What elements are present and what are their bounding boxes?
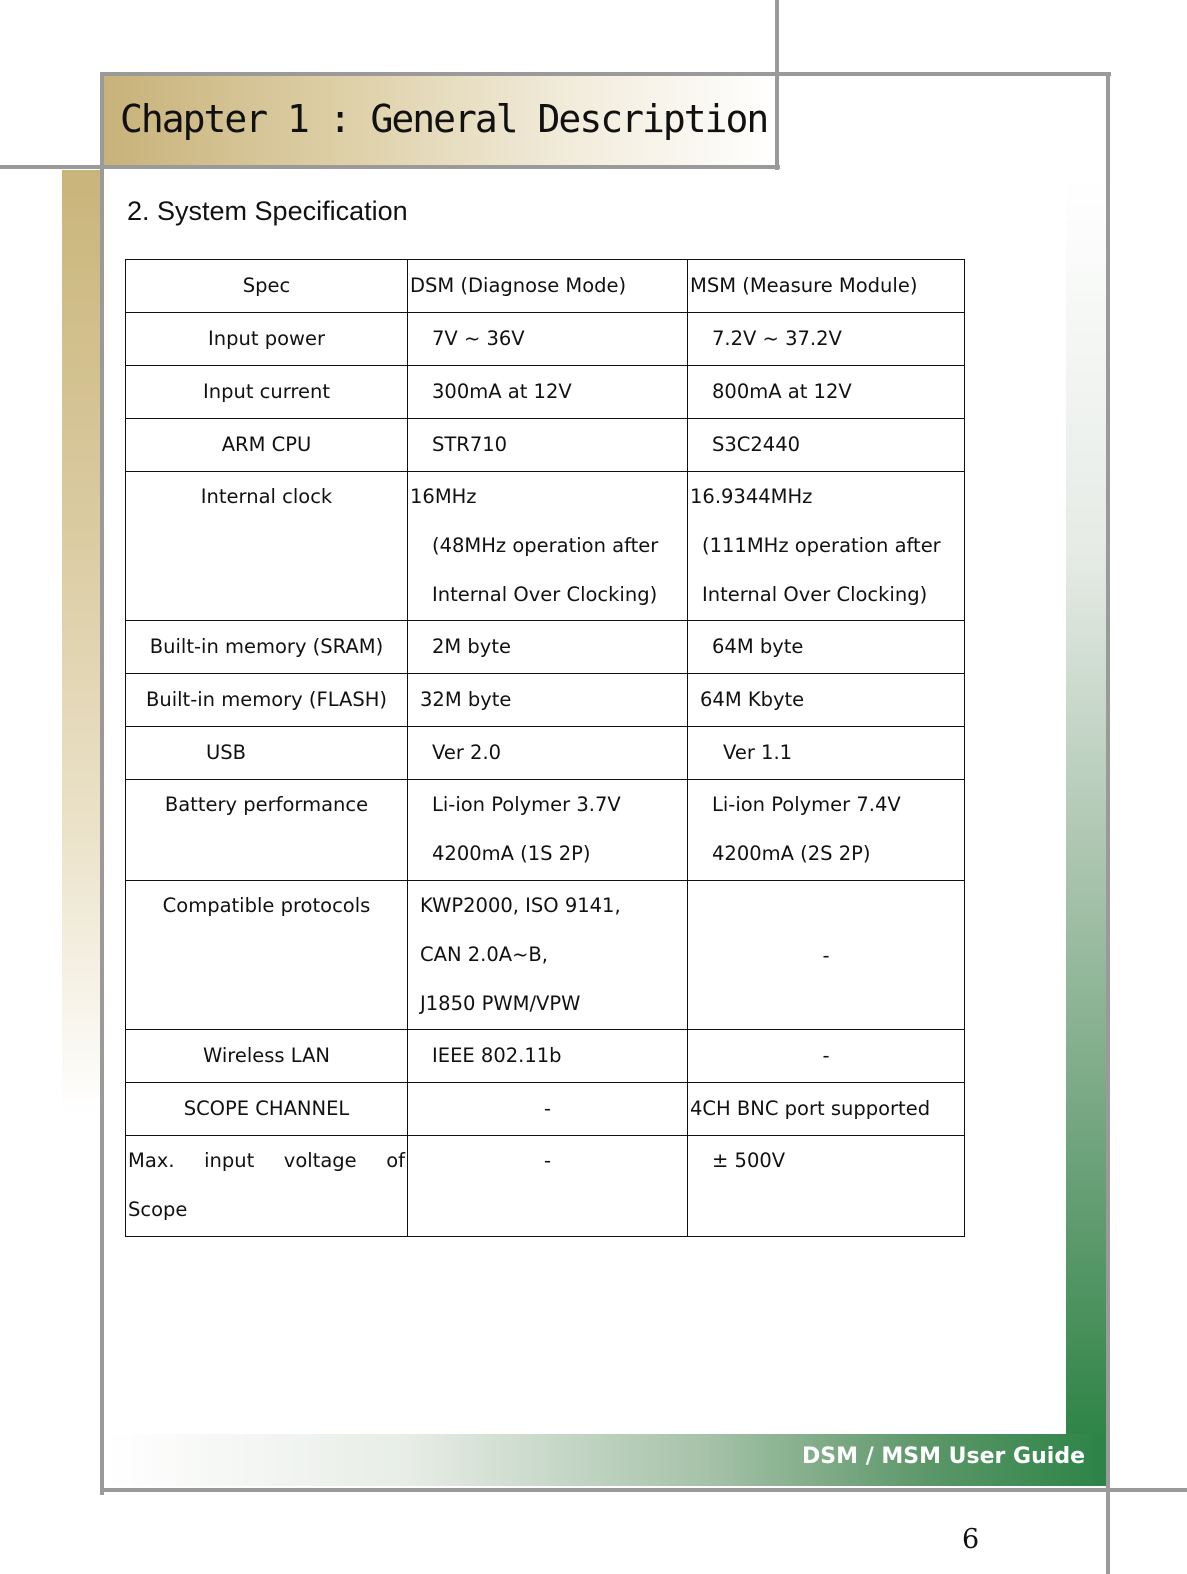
dsm-cell: 7V ~ 36V: [408, 313, 688, 366]
spec-cell: Input current: [126, 366, 408, 419]
cell-line: (111MHz operation after: [702, 534, 941, 557]
msm-cell: [688, 780, 965, 881]
table-row: [126, 419, 965, 472]
spec-cell: Built-in memory (FLASH): [126, 674, 408, 727]
table-row: [126, 1136, 965, 1237]
spec-cell: ARM CPU: [126, 419, 408, 472]
table-row: [126, 313, 965, 366]
frame-left-border: [100, 72, 104, 1495]
table-header-row: [126, 260, 965, 313]
dsm-cell: [408, 780, 688, 881]
table-row: [126, 366, 965, 419]
cell-line: 16.9344MHz: [690, 485, 813, 508]
dsm-cell: [408, 881, 688, 1030]
dsm-cell: Ver 2.0: [408, 727, 688, 780]
dsm-cell: IEEE 802.11b: [408, 1030, 688, 1083]
column-header-spec: Spec: [126, 260, 408, 313]
right-gradient-band: [1066, 175, 1108, 1437]
table-row: [126, 780, 965, 881]
cell-line: Scope: [128, 1198, 188, 1221]
dsm-cell: -: [408, 1083, 688, 1136]
dsm-cell: -: [408, 1136, 688, 1237]
msm-cell: -: [688, 1030, 965, 1083]
msm-cell: Ver 1.1: [688, 727, 965, 780]
spec-cell: Input power: [126, 313, 408, 366]
cell-line: 4200mA (1S 2P): [432, 842, 591, 865]
spec-cell: Compatible protocols: [126, 881, 408, 1030]
table-row: [126, 1030, 965, 1083]
page-number: 6: [962, 1524, 980, 1555]
left-gradient-band: [62, 170, 104, 1115]
dsm-cell: [408, 472, 688, 621]
msm-cell: 800mA at 12V: [688, 366, 965, 419]
cell-line: 4200mA (2S 2P): [712, 842, 871, 865]
frame-bottom-border: [100, 1488, 1187, 1492]
system-spec-table: [125, 259, 965, 1237]
msm-cell: [688, 472, 965, 621]
msm-cell: -: [688, 881, 965, 1030]
column-header-dsm: DSM (Diagnose Mode): [408, 260, 688, 313]
dsm-cell: 300mA at 12V: [408, 366, 688, 419]
table-row: [126, 472, 965, 621]
cell-line: 16MHz: [410, 485, 477, 508]
table-row: [126, 881, 965, 1030]
header-rule-left: [0, 165, 780, 169]
msm-cell: 64M byte: [688, 621, 965, 674]
chapter-title: Chapter 1 : General Description: [120, 97, 768, 141]
table-row: [126, 621, 965, 674]
dsm-cell: 32M byte: [408, 674, 688, 727]
frame-right-border: [1106, 72, 1110, 1574]
cell-line: Li-ion Polymer 3.7V: [432, 793, 621, 816]
cell-line: CAN 2.0A~B,: [420, 943, 549, 966]
spec-cell: Wireless LAN: [126, 1030, 408, 1083]
cell-line: KWP2000, ISO 9141,: [420, 894, 621, 917]
spec-cell: Battery performance: [126, 780, 408, 881]
msm-cell: ± 500V: [688, 1136, 965, 1237]
msm-cell: 7.2V ~ 37.2V: [688, 313, 965, 366]
column-header-msm: MSM (Measure Module): [688, 260, 965, 313]
dsm-cell: 2M byte: [408, 621, 688, 674]
msm-cell: S3C2440: [688, 419, 965, 472]
section-title: 2. System Specification: [127, 196, 408, 226]
cell-line: Internal Over Clocking): [432, 583, 658, 606]
msm-cell: 4CH BNC port supported: [688, 1083, 965, 1136]
cell-line: (48MHz operation after: [432, 534, 659, 557]
header-divider: [775, 0, 779, 170]
cell-line: Max. input voltage of: [128, 1149, 405, 1172]
spec-cell: SCOPE CHANNEL: [126, 1083, 408, 1136]
spec-cell: Built-in memory (SRAM): [126, 621, 408, 674]
table-row: [126, 727, 965, 780]
frame-top-border: [100, 72, 1111, 76]
footer-brand: DSM / MSM User Guide: [802, 1444, 1085, 1469]
cell-line: J1850 PWM/VPW: [420, 992, 581, 1015]
table-row: [126, 1083, 965, 1136]
spec-cell: USB: [126, 727, 408, 780]
msm-cell: 64M Kbyte: [688, 674, 965, 727]
dsm-cell: STR710: [408, 419, 688, 472]
cell-line: Li-ion Polymer 7.4V: [712, 793, 901, 816]
spec-cell: Internal clock: [126, 472, 408, 621]
table-row: [126, 674, 965, 727]
cell-line: Internal Over Clocking): [702, 583, 928, 606]
spec-cell: [126, 1136, 408, 1237]
